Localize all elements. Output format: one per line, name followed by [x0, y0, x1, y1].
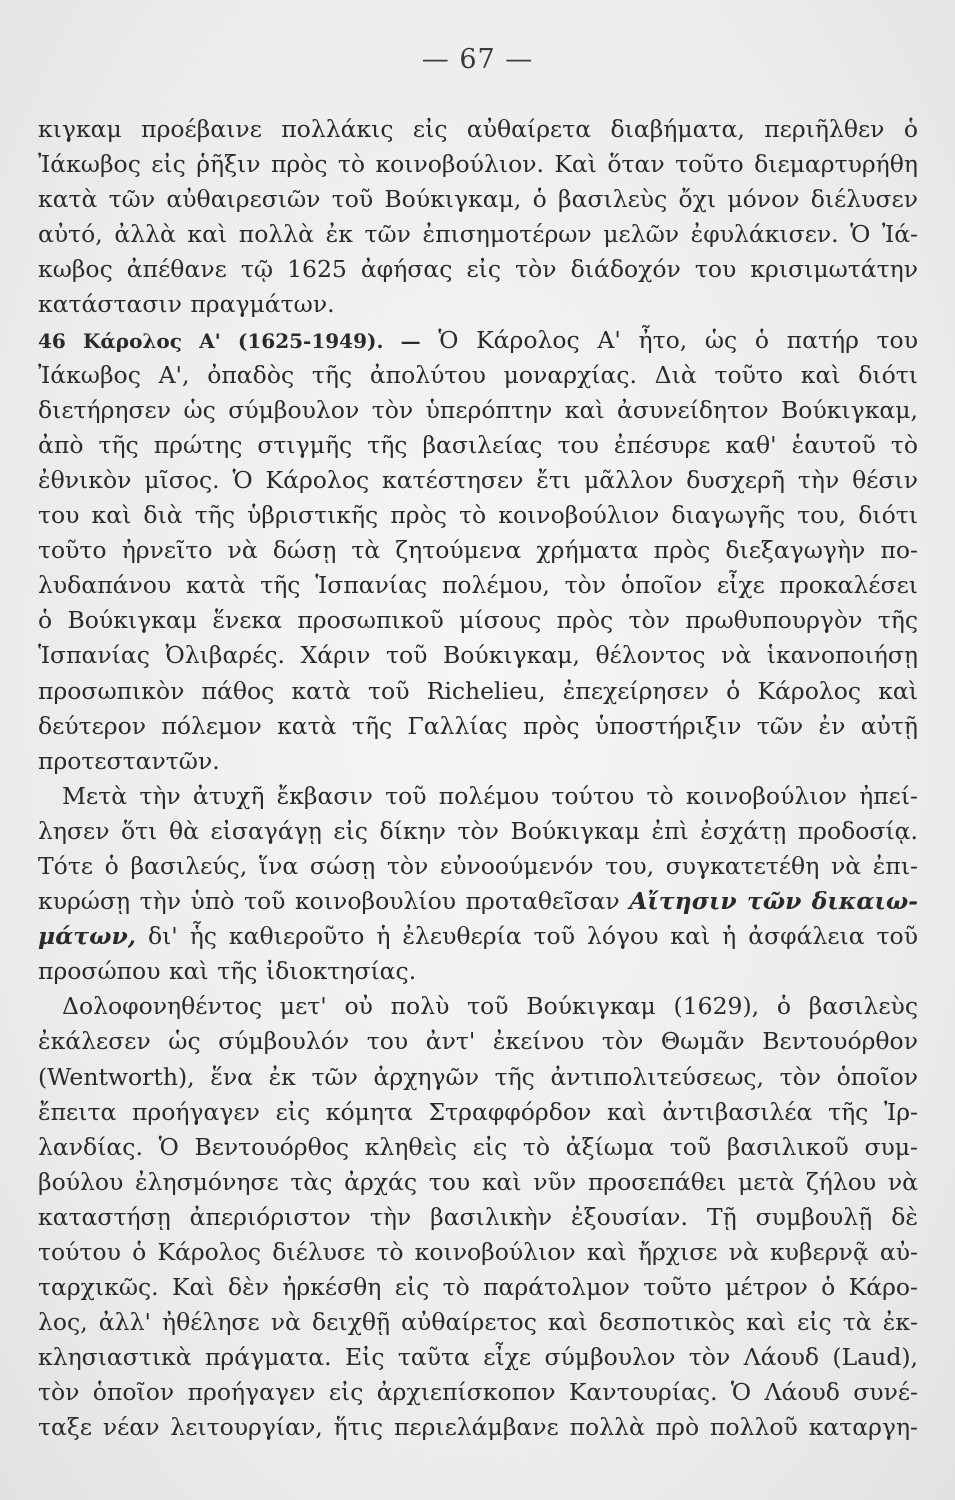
text-line: Ἰάκωβος εἰς ῥῆξιν πρὸς τὸ κοινοβούλιον. Καὶ ὅταν τοῦτο διεμαρτυρήθη — [38, 150, 918, 179]
text-line: βούλου ἐλησμόνησε τὰς ἀρχάς του καὶ νῦν προσεπάθει μετὰ ζήλου νὰ — [38, 1167, 918, 1196]
text-line: Δολοφονηθέντος μετ' οὐ πολὺ τοῦ Βούκιγκαμ (1629), ὁ βασιλεὺς — [62, 992, 918, 1021]
text-line: Τότε ὁ βασιλεύς, ἵνα σώσῃ τὸν εὐνοούμενόν του, συγκατετέθη νὰ ἐπι- — [38, 851, 918, 880]
paragraph — [38, 112, 918, 323]
text-line: ταξε νέαν λειτουργίαν, ἥτις περιελάμβανε πολλὰ πρὸ πολλοῦ καταργη- — [38, 1413, 918, 1442]
text-line: (Wentworth), ἕνα ἐκ τῶν ἀρχηγῶν τῆς ἀντιπολιτεύσεως, τὸν ὁποῖον — [38, 1062, 918, 1091]
text-line: ἐκάλεσεν ὡς σύμβουλόν του ἀντ' ἐκείνου τὸν Θωμᾶν Βεντουόρθον — [38, 1027, 918, 1056]
text-line: προσώπου καὶ τῆς ἰδιοκτησίας. — [38, 957, 417, 986]
text-line: κατὰ τῶν αὐθαιρεσιῶν τοῦ Βούκιγκαμ, ὁ βασιλεὺς ὄχι μόνον διέλυσεν — [38, 185, 918, 214]
text-line: λος, ἀλλ' ἠθέλησε νὰ δειχθῇ αὐθαίρετος καὶ δεσποτικὸς καὶ εἰς τὰ ἐκ- — [38, 1308, 918, 1337]
text-line: προσωπικὸν πάθος κατὰ τοῦ Richelieu, ἐπεχείρησεν ὁ Κάρολος καὶ — [38, 676, 918, 705]
body-text — [38, 112, 918, 1446]
paragraph — [38, 779, 918, 990]
text-line: κατάστασιν πραγμάτων. — [38, 290, 335, 319]
text-line: ἐθνικὸν μῖσος. Ὁ Κάρολος κατέστησεν ἔτι μᾶλλον δυσχερῆ τὴν θέσιν — [38, 465, 918, 494]
text-line — [38, 919, 918, 954]
text-line: κιγκαμ προέβαινε πολλάκις εἰς αὐθαίρετα διαβήματα, περιῆλθεν ὁ — [38, 115, 918, 143]
text-line — [38, 323, 918, 358]
text-line: κωβος ἀπέθανε τῷ 1625 ἀφήσας εἰς τὸν διάδοχόν του κρισιμωτάτην — [38, 255, 918, 284]
emphasized-title: Αἴτησιν τῶν δικαιω- — [629, 887, 918, 916]
text-line: καταστήσῃ ἀπεριόριστον τὴν βασιλικὴν ἐξουσίαν. Τῇ συμβουλῇ δὲ — [38, 1202, 918, 1231]
text-line: Μετὰ τὴν ἀτυχῆ ἔκβασιν τοῦ πολέμου τούτου τὸ κοινοβούλιον ἠπεί- — [62, 781, 918, 810]
text-line: ταρχικῶς. Καὶ δὲν ἠρκέσθη εἰς τὸ παράτολμον τοῦτο μέτρον ὁ Κάρο- — [38, 1273, 918, 1302]
text-span: Ὁ Κάρολος Α' ἦτο, ὡς ὁ πατήρ του — [438, 325, 918, 354]
emphasized-title: μάτων, — [38, 922, 136, 951]
text-line: λανδίας. Ὁ Βεντουόρθος κληθεὶς εἰς τὸ ἀξίωμα τοῦ βασιλικοῦ συμ- — [38, 1132, 918, 1161]
text-line: ἔπειτα προήγαγεν εἰς κόμητα Στραφφόρδον καὶ ἀντιβασιλέα τῆς Ἰρ- — [38, 1097, 918, 1126]
text-line: τοῦτο ἠρνεῖτο νὰ δώσῃ τὰ ζητούμενα χρήματα πρὸς διεξαγωγὴν πο- — [38, 536, 918, 565]
text-line: αὐτό, ἀλλὰ καὶ πολλὰ ἐκ τῶν ἐπισημοτέρων μελῶν ἐφυλάκισεν. Ὁ Ἰά- — [38, 220, 918, 249]
text-line: κλησιαστικὰ πράγματα. Εἰς ταῦτα εἶχε σύμβουλον τὸν Λάουδ (Laud), — [38, 1343, 918, 1372]
text-line: τούτου ὁ Κάρολος διέλυσε τὸ κοινοβούλιον καὶ ἤρχισε νὰ κυβερνᾷ αὐ- — [38, 1238, 918, 1266]
text-span: κυρώσῃ τὴν ὑπὸ τοῦ κοινοβουλίου προταθεῖσαν — [38, 887, 620, 916]
text-line: προτεσταντῶν. — [38, 746, 220, 775]
section-heading: 46 Κάρολος Α' (1625-1949). — — [38, 328, 421, 353]
text-line: του καὶ διὰ τῆς ὑβριστικῆς πρὸς τὸ κοινοβούλιον διαγωγῆς του, διότι — [38, 501, 918, 530]
text-line: ὁ Βούκιγκαμ ἕνεκα προσωπικοῦ μίσους πρὸς τὸν πρωθυπουργὸν τῆς — [38, 606, 918, 635]
text-line: δεύτερον πόλεμον κατὰ τῆς Γαλλίας πρὸς ὑποστήριξιν τῶν ἐν αὐτῇ — [38, 711, 918, 740]
page-number: — 67 — — [421, 44, 534, 75]
text-line: Ἱσπανίας Ὀλιβαρές. Χάριν τοῦ Βούκιγκαμ, θέλοντος νὰ ἱκανοποιήσῃ — [38, 641, 918, 670]
text-line: τὸν ὁποῖον προήγαγεν εἰς ἀρχιεπίσκοπον Καντουρίας. Ὁ Λάουδ συνέ- — [38, 1378, 918, 1407]
text-line: λησεν ὅτι θὰ εἰσαγάγῃ εἰς δίκην τὸν Βούκιγκαμ ἐπὶ ἐσχάτῃ προδοσίᾳ. — [38, 816, 918, 845]
text-line: λυδαπάνου κατὰ τῆς Ἱσπανίας πολέμου, τὸν ὁποῖον εἶχε προκαλέσει — [38, 571, 918, 600]
text-span: δι' ἧς καθιεροῦτο ἡ ἐλευθερία τοῦ λόγου καὶ ἡ ἀσφάλεια τοῦ — [147, 922, 918, 951]
text-line: Ἰάκωβος Α', ὀπαδὸς τῆς ἀπολύτου μοναρχίας. Διὰ τοῦτο καὶ διότι — [38, 360, 918, 389]
paragraph — [38, 323, 918, 779]
text-line: διετήρησεν ὡς σύμβουλον τὸν ὑπερόπτην καὶ ἀσυνείδητον Βούκιγκαμ, — [38, 395, 918, 424]
text-line: ἀπὸ τῆς πρώτης στιγμῆς τῆς βασιλείας του ἐπέσυρε καθ' ἑαυτοῦ τὸ — [38, 430, 918, 459]
paragraph — [38, 989, 918, 1445]
text-line — [38, 884, 918, 919]
